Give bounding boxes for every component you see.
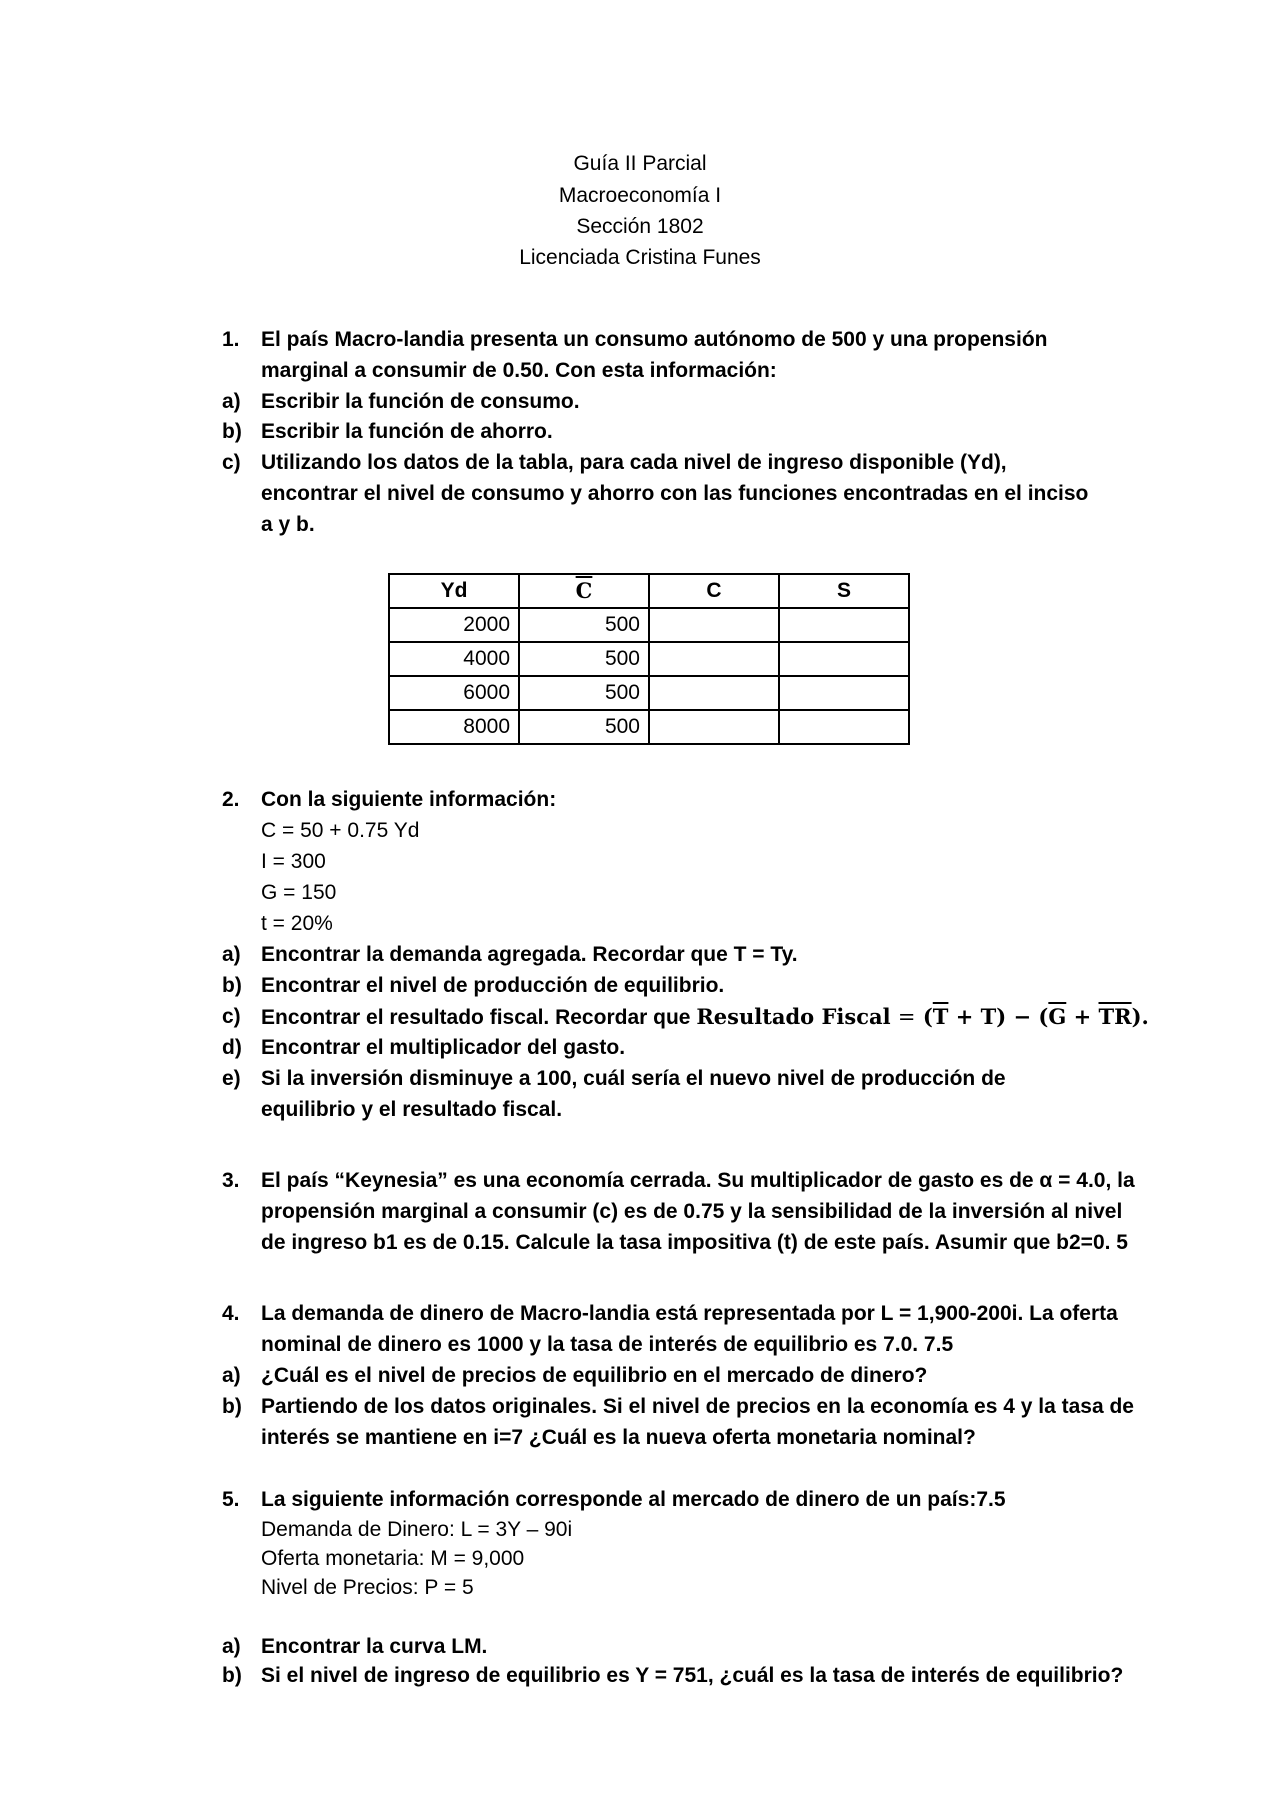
q5-title: La siguiente información corresponde al mercado de dinero de un país:7.5 [261,1488,1006,1511]
q2-e-line2: equilibrio y el resultado fiscal. [261,1098,563,1121]
q1-a-mark: a) [222,390,241,413]
q1-b-mark: b) [222,420,242,443]
header-title: Guía II Parcial [573,152,707,175]
q5-number: 5. [222,1488,240,1511]
cell-c [649,676,779,710]
cell-s [779,710,909,744]
q2-d: Encontrar el multiplicador del gasto. [261,1036,626,1059]
header-yd: Yd [389,574,519,608]
q2-b: Encontrar el nivel de producción de equilibrio. [261,974,725,997]
q3-line2: propensión marginal a consumir (c) es de 0.75 y la sensibilidad de la inversión al nivel [261,1200,1123,1223]
q4-number: 4. [222,1302,240,1325]
q2-eq-investment: I = 300 [261,850,326,873]
q5-a-mark: a) [222,1635,241,1658]
q2-e-line1: Si la inversión disminuye a 100, cuál sería el nuevo nivel de producción de [261,1067,1006,1090]
table-row [389,676,909,710]
q5-a: Encontrar la curva LM. [261,1635,488,1658]
q4-line2: nominal de dinero es 1000 y la tasa de interés de equilibrio es 7.0. 7.5 [261,1333,954,1356]
table-row [389,642,909,676]
table-row [389,710,909,744]
q1-a: Escribir la función de consumo. [261,390,580,413]
header-c-bar [519,574,649,608]
table-row [389,608,909,642]
q2-a-mark: a) [222,943,241,966]
q1-number: 1. [222,328,240,351]
q2-b-mark: b) [222,974,242,997]
header-c-bar-text: $\overline{C}$ [575,578,593,603]
cell-c-bar: 500 [519,608,649,642]
q5-money-supply: Oferta monetaria: M = 9,000 [261,1547,525,1570]
q5-b: Si el nivel de ingreso de equilibrio es Y = 751, ¿cuál es la tasa de interés de equilibrio? [261,1664,1124,1687]
cell-c-bar: 500 [519,710,649,744]
fiscal-formula-plus: + [1066,1004,1099,1029]
q2-title: Con la siguiente información: [261,788,557,811]
q4-a: ¿Cuál es el nivel de precios de equilibrio en el mercado de dinero? [261,1364,928,1387]
q4-b-line1: Partiendo de los datos originales. Si el nivel de precios en la economía es 4 y la tasa de [261,1395,1134,1418]
q2-c [261,1003,1149,1032]
fiscal-formula-tr-bar: $\overline{TR}$ [1098,1004,1132,1029]
cell-s [779,676,909,710]
cell-yd: 8000 [389,710,519,744]
q2-c-text: Encontrar el resultado fiscal. Recordar que [261,1006,691,1029]
fiscal-formula-end: ). [1131,1004,1149,1029]
fiscal-formula-mid: + T) − ( [948,1004,1049,1029]
q1-c-line1: Utilizando los datos de la tabla, para cada nivel de ingreso disponible (Yd), [261,451,1007,474]
cell-c [649,710,779,744]
fiscal-formula-label: Resultado Fiscal [696,1004,891,1029]
q5-price-level: Nivel de Precios: P = 5 [261,1576,474,1599]
q2-eq-consumption: C = 50 + 0.75 Yd [261,819,420,842]
cell-c-bar: 500 [519,676,649,710]
header-section: Sección 1802 [576,215,704,238]
q4-b-line2: interés se mantiene en i=7 ¿Cuál es la nueva oferta monetaria nominal? [261,1426,976,1449]
q4-a-mark: a) [222,1364,241,1387]
q2-e-mark: e) [222,1067,241,1090]
header-instructor: Licenciada Cristina Funes [519,246,761,269]
q2-eq-government: G = 150 [261,881,337,904]
q1-c-line2: encontrar el nivel de consumo y ahorro con las funciones encontradas en el inciso [261,482,1089,505]
q5-money-demand: Demanda de Dinero: L = 3Y – 90i [261,1518,573,1541]
q1-c-line3: a y b. [261,513,315,536]
q2-c-mark: c) [222,1005,241,1028]
fiscal-formula-equals: = [897,1005,916,1029]
q2-a: Encontrar la demanda agregada. Recordar que T = Ty. [261,943,798,966]
q2-number: 2. [222,788,240,811]
cell-s [779,642,909,676]
header-course: Macroeconomía I [558,184,722,207]
cell-c [649,608,779,642]
q5-b-mark: b) [222,1664,242,1687]
q3-line1: El país “Keynesia” es una economía cerrada. Su multiplicador de gasto es de α = 4.0, la [261,1169,1135,1192]
q1-line1: El país Macro-landia presenta un consumo autónomo de 500 y una propensión [261,328,1048,351]
fiscal-formula-t-bar: $\overline{T}$ [932,1004,949,1029]
q4-b-mark: b) [222,1395,242,1418]
cell-yd: 4000 [389,642,519,676]
q2-eq-tax: t = 20% [261,912,333,935]
fiscal-formula: Resultado Fiscal = $(\overline{T} + T) - (\overline{G} + \overline{TR})$. [696,1004,1149,1029]
header-s: S [779,574,909,608]
cell-yd: 2000 [389,608,519,642]
q4-line1: La demanda de dinero de Macro-landia está representada por L = 1,900-200i. La oferta [261,1302,1118,1325]
fiscal-formula-g-bar: $\overline{G}$ [1048,1004,1067,1029]
q1-b: Escribir la función de ahorro. [261,420,553,443]
q1-line2: marginal a consumir de 0.50. Con esta información: [261,359,777,382]
header-c: C [649,574,779,608]
q2-d-mark: d) [222,1036,242,1059]
q3-line3: de ingreso b1 es de 0.15. Calcule la tasa impositiva (t) de este país. Asumir que b2=0. 5 [261,1231,1128,1254]
cell-c [649,642,779,676]
cell-yd: 6000 [389,676,519,710]
consumption-table [388,573,910,745]
cell-c-bar: 500 [519,642,649,676]
table-header-row [389,574,909,608]
q1-c-mark: c) [222,451,241,474]
q3-number: 3. [222,1169,240,1192]
cell-s [779,608,909,642]
